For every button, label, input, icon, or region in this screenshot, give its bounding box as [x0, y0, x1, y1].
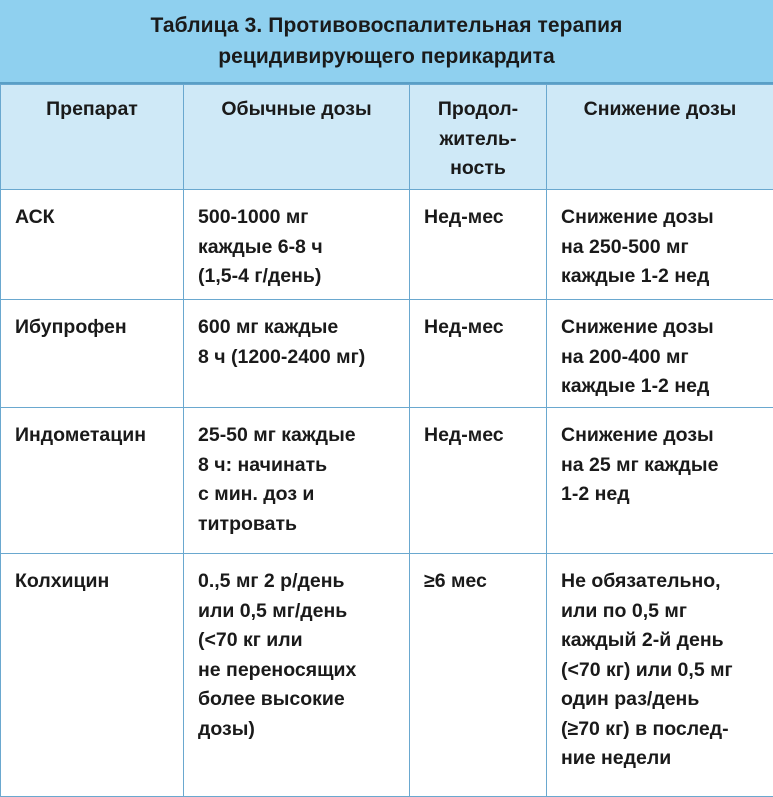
table-row	[1, 300, 773, 408]
cell-drug: Ибупрофен	[1, 300, 184, 408]
cell-drug: Индометацин	[1, 408, 184, 554]
table-row	[1, 554, 773, 797]
header-duration: Продол- житель- ность	[410, 85, 547, 190]
table-title	[0, 0, 773, 84]
table-row	[1, 408, 773, 554]
header-taper: Снижение дозы	[547, 85, 773, 190]
table-title-line-1: Таблица 3. Противовоспалительная терапия	[150, 10, 622, 41]
header-dose: Обычные дозы	[184, 85, 410, 190]
cell-taper: Снижение дозы на 200-400 мг каждые 1-2 нед	[547, 300, 773, 408]
cell-drug: АСК	[1, 190, 184, 300]
cell-dose: 500-1000 мг каждые 6-8 ч (1,5-4 г/день)	[184, 190, 410, 300]
header-drug: Препарат	[1, 85, 184, 190]
cell-duration: Нед-мес	[410, 300, 547, 408]
cell-duration: Нед-мес	[410, 408, 547, 554]
cell-taper: Снижение дозы на 25 мг каждые 1-2 нед	[547, 408, 773, 554]
table-title-line-2: рецидивирующего перикардита	[218, 41, 555, 72]
cell-dose: 0.,5 мг 2 р/день или 0,5 мг/день (<70 кг или не переносящих более высокие дозы)	[184, 554, 410, 797]
cell-duration: ≥6 мес	[410, 554, 547, 797]
cell-dose: 600 мг каждые 8 ч (1200-2400 мг)	[184, 300, 410, 408]
cell-drug: Колхицин	[1, 554, 184, 797]
cell-taper: Не обязательно, или по 0,5 мг каждый 2-й день (<70 кг) или 0,5 мг один раз/день (≥70 кг) в послед- ние недели	[547, 554, 773, 797]
therapy-table	[0, 84, 773, 797]
cell-dose: 25-50 мг каждые 8 ч: начинать с мин. доз и титровать	[184, 408, 410, 554]
table-row	[1, 190, 773, 300]
cell-taper: Снижение дозы на 250-500 мг каждые 1-2 нед	[547, 190, 773, 300]
table-header-row	[1, 85, 773, 190]
cell-duration: Нед-мес	[410, 190, 547, 300]
